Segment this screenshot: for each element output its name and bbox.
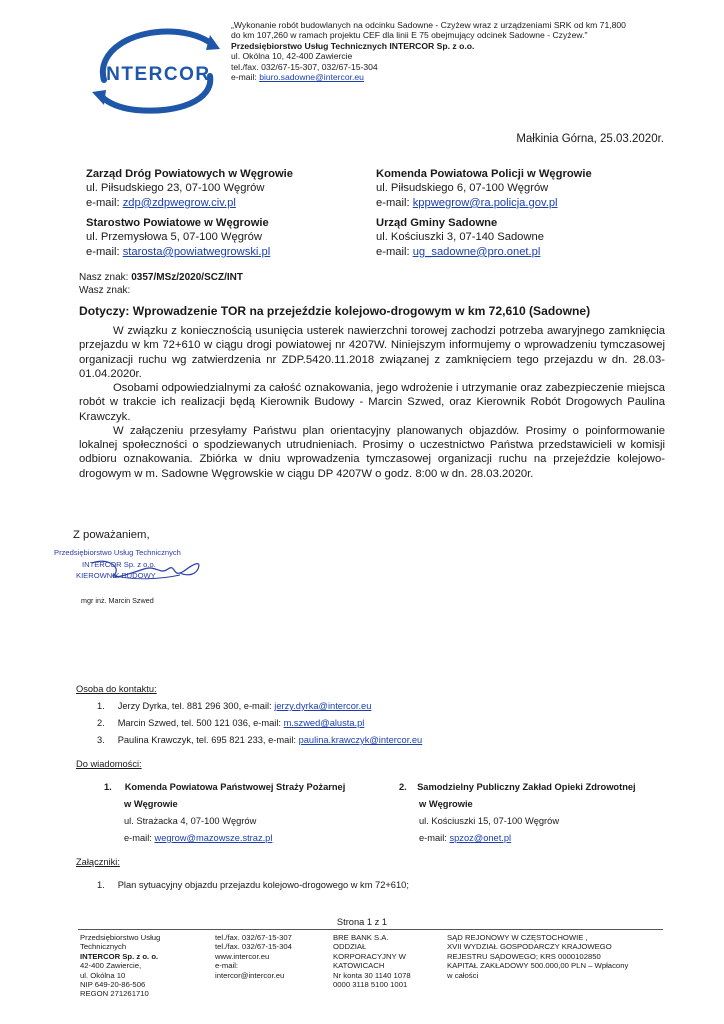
recipient-street: ul. Przemysłowa 5, 07-100 Węgrów bbox=[86, 231, 262, 244]
cc-item-fire-brigade bbox=[104, 781, 384, 845]
recipient-street: ul. Piłsudskiego 23, 07-100 Węgrów bbox=[86, 182, 265, 195]
attachment-text: Plan sytuacyjny objazdu przejazdu kolejowo-drogowego w km 72+610; bbox=[117, 880, 409, 890]
recipient-email-row bbox=[86, 245, 361, 259]
our-ref-value: 0357/MSz/2020/SCZ/INT bbox=[131, 272, 243, 283]
cc-name-line2: w Węgrowie bbox=[124, 799, 178, 809]
company-email-link[interactable]: biuro.sadowne@intercor.eu bbox=[259, 72, 364, 83]
project-line-2: do km 107,260 w ramach projektu CEF dla linii E 75 obejmujący odcinek Sadowne - Czyżew." bbox=[231, 30, 588, 41]
item-number: 1. bbox=[97, 880, 105, 890]
cc-email-link[interactable]: spzoz@onet.pl bbox=[449, 833, 512, 843]
letterhead bbox=[231, 20, 701, 82]
item-number: 1. bbox=[97, 701, 105, 711]
logo-text: INTERCOR bbox=[99, 64, 211, 85]
page-number: Strona 1 z 1 bbox=[336, 917, 388, 927]
recipient-email-link[interactable]: ug_sadowne@pro.onet.pl bbox=[412, 245, 541, 258]
item-number: 3. bbox=[97, 735, 105, 745]
footer-line: Technicznych bbox=[80, 942, 127, 952]
cc-email-link[interactable]: wegrow@mazowsze.straz.pl bbox=[154, 833, 273, 843]
contacts-title: Osoba do kontaktu: bbox=[76, 684, 157, 694]
footer-line: REJESTRU SĄDOWEGO; KRS 0000102850 bbox=[447, 951, 601, 961]
recipient-email-link[interactable]: starosta@powiatwegrowski.pl bbox=[122, 245, 271, 258]
company-name: Przedsiębiorstwo Usług Technicznych INTERCOR Sp. z o.o. bbox=[231, 40, 475, 51]
item-number: 1. bbox=[104, 782, 112, 792]
footer-divider bbox=[78, 929, 663, 930]
company-address: ul. Okólna 10, 42-400 Zawiercie bbox=[231, 51, 353, 62]
footer-line: SĄD REJONOWY W CZĘSTOCHOWIE , bbox=[447, 933, 588, 942]
letter-body bbox=[79, 324, 665, 481]
attachments-title: Załączniki: bbox=[76, 857, 120, 867]
cc-name bbox=[399, 781, 669, 794]
recipient-street: ul. Kościuszki 3, 07-140 Sadowne bbox=[376, 231, 544, 244]
contact-email-link[interactable]: jerzy.dyrka@intercor.eu bbox=[274, 701, 372, 711]
footer-line: REGON 271261710 bbox=[80, 989, 149, 999]
email-label: e-mail: bbox=[86, 196, 120, 209]
footer-line: INTERCOR Sp. z o. o. bbox=[80, 951, 159, 961]
cc-name-line2: w Węgrowie bbox=[419, 799, 473, 809]
footer-line: tel./fax. 032/67-15-307 bbox=[215, 933, 292, 942]
contact-text: Paulina Krawczyk, tel. 695 821 233, e-mail: bbox=[117, 735, 299, 745]
contact-item bbox=[97, 734, 422, 747]
email-label: e-mail: bbox=[376, 196, 410, 209]
recipient-gmina bbox=[376, 216, 651, 259]
footer-col-bank bbox=[333, 933, 443, 989]
cc-name bbox=[104, 781, 384, 794]
cc-email-row bbox=[419, 832, 669, 845]
recipient-zdp bbox=[86, 167, 361, 210]
footer-line: www.intercor.eu bbox=[215, 951, 270, 961]
footer-line: e-mail: bbox=[215, 961, 239, 971]
recipient-title: Starostwo Powiatowe w Węgrowie bbox=[86, 217, 269, 229]
closing: Z poważaniem, bbox=[73, 529, 150, 541]
svg-text:KIEROWNIK BUDOWY: KIEROWNIK BUDOWY bbox=[76, 571, 156, 580]
footer-line: 0000 3118 5100 1001 bbox=[333, 980, 408, 990]
svg-text:Przedsiębiorstwo Usług Technic: Przedsiębiorstwo Usług Technicznych bbox=[54, 548, 181, 557]
email-label: e-mail: bbox=[419, 833, 450, 843]
signer-name: mgr inż. Marcin Szwed bbox=[81, 596, 154, 605]
cc-email-row bbox=[124, 832, 384, 845]
contact-text: Jerzy Dyrka, tel. 881 296 300, e-mail: bbox=[117, 701, 275, 711]
recipient-policja bbox=[376, 167, 651, 210]
body-paragraph: Osobami odpowiedzialnymi za całość oznakowania, jego wdrożenie i utrzymanie oraz zabezpieczenie miejsca robót w trakcie ich realizacji będą Kierownik Budowy - Marcin Szwed, oraz Kierownik Robót Drogowych Paulina Krawczyk. bbox=[79, 382, 665, 423]
footer-line: KATOWICACH bbox=[333, 961, 385, 971]
recipient-street: ul. Piłsudskiego 6, 07-100 Węgrów bbox=[376, 182, 549, 195]
footer-line: KAPITAŁ ZAKŁADOWY 500.000,00 PLN – Wpłacony bbox=[447, 961, 629, 971]
body-paragraph: W związku z koniecznością usunięcia usterek nawierzchni torowej zachodzi potrzeba awaryjnego zamknięcia przejazdu w km 72+610 w ciągu drogi powiatowej nr 4207W. Niniejszym informujemy o wprowadzeniu tymczasowej organizacji ruchu wg zatwierdzenia nr ZDP.5420.11.2018 związanej z zamknięciem tego przejazdu w dn. 28.03-01.04.2020r. bbox=[79, 325, 665, 380]
footer-col-contact bbox=[215, 933, 330, 980]
cc-item-health bbox=[399, 781, 669, 845]
attachment-item bbox=[97, 879, 409, 892]
company-email-row bbox=[231, 72, 701, 82]
footer-col-registry bbox=[447, 933, 677, 980]
item-number: 2. bbox=[399, 782, 407, 792]
footer-line: Nr konta 30 1140 1078 bbox=[333, 970, 411, 980]
contact-email-link[interactable]: paulina.krawczyk@intercor.eu bbox=[298, 735, 423, 745]
cc-name-line1: Komenda Powiatowa Państwowej Straży Pożarnej bbox=[124, 782, 346, 792]
intercor-logo bbox=[86, 22, 224, 118]
recipient-title: Komenda Powiatowa Policji w Węgrowie bbox=[376, 168, 592, 180]
cc-title: Do wiadomości: bbox=[76, 759, 142, 769]
footer-line: KORPORACYJNY W bbox=[333, 951, 406, 961]
contact-item bbox=[97, 717, 364, 730]
email-label: e-mail: bbox=[124, 833, 155, 843]
recipient-email-row bbox=[86, 196, 361, 210]
email-label: e-mail: bbox=[86, 245, 120, 258]
recipient-title: Urząd Gminy Sadowne bbox=[376, 217, 498, 229]
footer-line: NIP 649-20-86-506 bbox=[80, 980, 146, 990]
cc-street: ul. Kościuszki 15, 07-100 Węgrów bbox=[419, 816, 560, 826]
place-and-date: Małkinia Górna, 25.03.2020r. bbox=[516, 133, 664, 145]
item-number: 2. bbox=[97, 718, 105, 728]
recipient-email-row bbox=[376, 245, 651, 259]
recipient-email-row bbox=[376, 196, 651, 210]
footer-line: w całości bbox=[447, 970, 479, 980]
footer-line: Przedsiębiorstwo Usług bbox=[80, 933, 161, 942]
recipient-email-link[interactable]: zdp@zdpwegrow.civ.pl bbox=[122, 196, 236, 209]
contact-text: Marcin Szwed, tel. 500 121 036, e-mail: bbox=[117, 718, 284, 728]
company-phone: tel./fax. 032/67-15-307, 032/67-15-304 bbox=[231, 61, 378, 72]
cc-name-line1: Samodzielny Publiczny Zakład Opieki Zdrowotnej bbox=[417, 782, 636, 792]
email-label: e-mail: bbox=[376, 245, 410, 258]
our-reference bbox=[79, 272, 243, 285]
subject-line: Dotyczy: Wprowadzenie TOR na przejeździe kolejowo-drogowym w km 72,610 (Sadowne) bbox=[79, 304, 591, 318]
footer-line: tel./fax. 032/67-15-304 bbox=[215, 942, 292, 952]
footer-line: intercor@intercor.eu bbox=[215, 970, 285, 980]
your-reference: Wasz znak: bbox=[79, 284, 131, 296]
email-label: e-mail: bbox=[231, 72, 257, 83]
footer-line: ul. Okólna 10 bbox=[80, 970, 126, 980]
project-line-1: „Wykonanie robót budowlanych na odcinku Sadowne - Czyżew wraz z urządzeniami SRK od km 71,800 bbox=[231, 20, 626, 30]
reference-numbers bbox=[79, 272, 243, 297]
recipient-email-link[interactable]: kppwegrow@ra.policja.gov.pl bbox=[412, 196, 558, 209]
footer-col-company bbox=[80, 933, 205, 999]
footer-line: 42-400 Zawiercie, bbox=[80, 961, 142, 971]
footer-line: ODDZIAŁ bbox=[333, 942, 367, 952]
cc-street: ul. Strażacka 4, 07-100 Węgrów bbox=[124, 816, 257, 826]
our-ref-label: Nasz znak: bbox=[79, 272, 129, 283]
contact-email-link[interactable]: m.szwed@alusta.pl bbox=[283, 718, 365, 728]
svg-text:INTERCOR Sp. z o.o.: INTERCOR Sp. z o.o. bbox=[82, 560, 156, 569]
footer-line: XVII WYDZIAŁ GOSPODARCZY KRAJOWEGO bbox=[447, 942, 612, 952]
body-paragraph: W załączeniu przesyłamy Państwu plan orientacyjny planowanych objazdów. Prosimy o poinformowanie lokalnej społeczności o spodziewanych utrudnieniach. Prosimy o uczestnictwo Państwa przedstawicieli w komisji odbioru oznakowania. Zbiórka w dniu wprowadzenia tymczasowej organizacji ruchu na przejeździe kolejowo-drogowym w m. Sadowne Węgrowskie w ciągu DP 4207W o godz. 8:00 w dn. 28.03.2020r. bbox=[79, 424, 665, 480]
recipient-title: Zarząd Dróg Powiatowych w Węgrowie bbox=[86, 168, 293, 180]
contact-item bbox=[97, 700, 371, 713]
recipient-starostwo bbox=[86, 216, 361, 259]
footer-line: BRE BANK S.A. bbox=[333, 933, 389, 942]
